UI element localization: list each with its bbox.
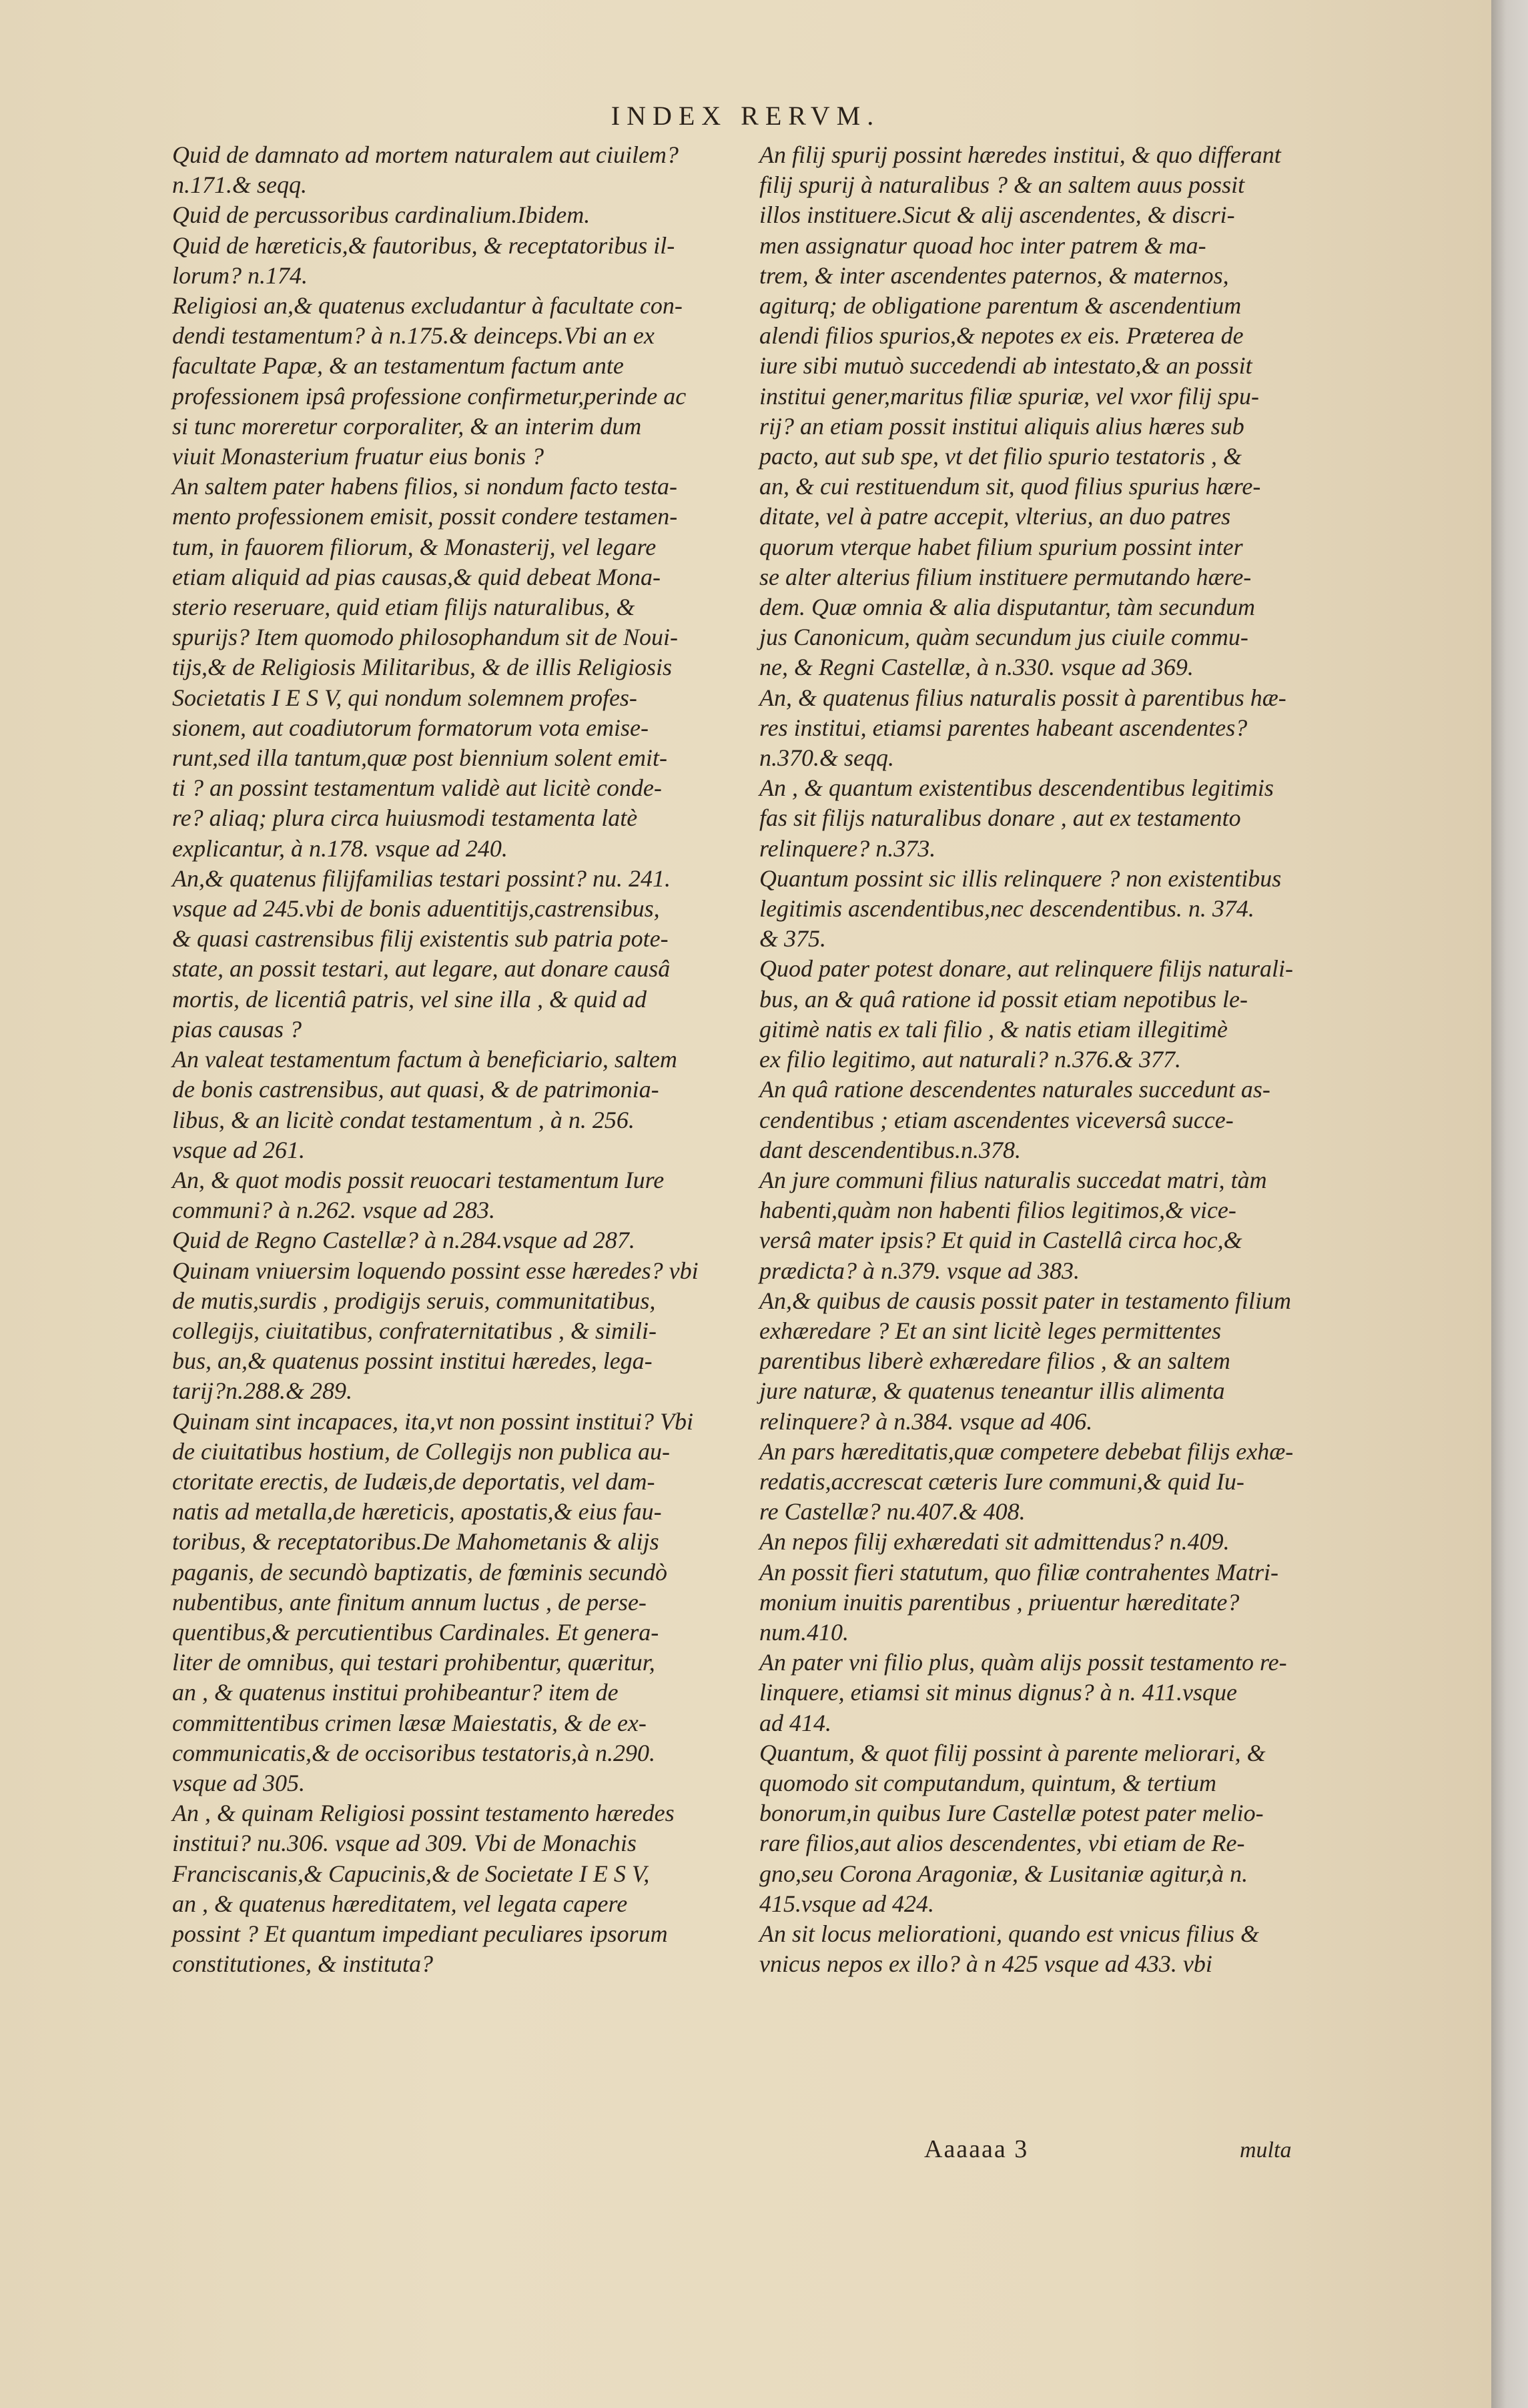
index-entry [759, 1437, 1320, 1528]
index-entry [172, 140, 743, 200]
entry-line: An,& quatenus filijfamilias testari possint? nu. 241. [172, 864, 671, 892]
index-entry [172, 291, 743, 472]
entry-line: An jure communi filius naturalis succedat matri, tàm [759, 1166, 1267, 1193]
entry-line: rare filios,aut alios descendentes, vbi etiam de Re- [759, 1830, 1245, 1857]
entry-line: ex filio legitimo, aut naturali? n.376.& 377. [759, 1046, 1181, 1073]
left-column [172, 140, 743, 1979]
entry-line: An,& quibus de causis possit pater in testamento filium [759, 1287, 1291, 1314]
entry-line: relinquere? à n.384. vsque ad 406. [759, 1407, 1093, 1435]
entry-line: ti ? an possint testamentum validè aut licitè conde- [172, 774, 662, 802]
entry-line: tijs,& de Religiosis Militaribus, & de illis Religiosis [172, 654, 673, 681]
entry-line: alendi filios spurios,& nepotes ex eis. Præterea de [759, 322, 1244, 350]
entry-line: filij spurij à naturalibus ? & an saltem auus possit [759, 171, 1245, 199]
entry-line: An saltem pater habens filios, si nondum facto testa- [172, 473, 677, 500]
entry-line: vsque ad 261. [172, 1136, 305, 1163]
entry-line: quomodo sit computandum, quintum, & tertium [759, 1769, 1216, 1796]
entry-line: gitimè natis ex tali filio , & natis etiam illegitimè [759, 1015, 1228, 1043]
entry-line: mento professionem emisit, possit condere testamen- [172, 503, 678, 530]
entry-line: & 375. [759, 925, 827, 953]
entry-line: institui? nu.306. vsque ad 309. Vbi de Monachis [172, 1830, 637, 1857]
entry-line: trem, & inter ascendentes paternos, & maternos, [759, 261, 1229, 289]
entry-line: An filij spurij possint hæredes institui, & quo differant [759, 141, 1281, 168]
index-entry [172, 1165, 743, 1225]
index-entry [759, 864, 1320, 955]
entry-line: ad 414. [759, 1709, 831, 1736]
entry-line: An sit locus meliorationi, quando est vnicus filius & [759, 1920, 1259, 1947]
entry-line: parentibus liberè exhæredare filios , & an saltem [759, 1347, 1230, 1375]
catchword: multa [1240, 2138, 1292, 2163]
entry-line: habenti,quàm non habenti filios legitimos,& vice- [759, 1197, 1236, 1224]
entry-line: Quinam vniuersim loquendo possint esse hæredes? vbi [172, 1257, 699, 1284]
entry-line: sterio reseruare, quid etiam filijs naturalibus, & [172, 594, 635, 621]
entry-line: Societatis I E S V, qui nondum solemnem profes- [172, 684, 637, 711]
entry-line: Franciscanis,& Capucinis,& de Societate I E S V, [172, 1860, 650, 1887]
entry-line: se alter alterius filium instituere permutando hære- [759, 563, 1252, 590]
index-entry [759, 1075, 1320, 1165]
entry-line: mortis, de licentiâ patris, vel sine illa , & quid ad [172, 985, 647, 1013]
entry-line: dem. Quæ omnia & alia disputantur, tàm secundum [759, 594, 1255, 621]
entry-line: fas sit filijs naturalibus donare , aut ex testamento [759, 804, 1241, 832]
entry-line: bus, an & quâ ratione id possit etiam nepotibus le- [759, 985, 1248, 1013]
entry-line: Quantum possint sic illis relinquere ? non existentibus [759, 864, 1282, 892]
index-entry [759, 1648, 1320, 1738]
entry-line: facultate Papæ, & an testamentum factum ante [172, 352, 624, 380]
entry-line: sionem, aut coadiutorum formatorum vota emise- [172, 714, 649, 741]
index-entry [759, 1527, 1320, 1557]
index-entry [172, 200, 743, 230]
entry-line: Religiosi an,& quatenus excludantur à facultate con- [172, 292, 683, 320]
entry-line: Quid de damnato ad mortem naturalem aut ciuilem? [172, 141, 679, 168]
entry-line: Quid de hæreticis,& fautoribus, & receptatoribus il- [172, 231, 675, 259]
entry-line: men assignatur quoad hoc inter patrem & ma- [759, 231, 1206, 259]
index-entry [172, 1045, 743, 1165]
entry-line: An, & quot modis possit reuocari testamentum Iure [172, 1166, 665, 1193]
entry-line: An pars hæreditatis,quæ competere debebat filijs exhæ- [759, 1437, 1294, 1465]
entry-line: bonorum,in quibus Iure Castellæ potest pater melio- [759, 1800, 1264, 1827]
index-entry [759, 1286, 1320, 1437]
entry-line: gno,seu Corona Aragoniæ, & Lusitaniæ agitur,à n. [759, 1860, 1248, 1887]
entry-line: committentibus crimen læsæ Maiestatis, & de ex- [172, 1709, 647, 1736]
entry-line: relinquere? n.373. [759, 834, 936, 862]
entry-line: Quid de Regno Castellæ? à n.284.vsque ad 287. [172, 1227, 635, 1254]
index-entry [759, 1558, 1320, 1648]
entry-line: An possit fieri statutum, quo filiæ contrahentes Matri- [759, 1558, 1278, 1586]
entry-line: collegijs, ciuitatibus, confraternitatibus , & simili- [172, 1317, 657, 1344]
entry-line: ctoritate erectis, de Iudæis,de deportatis, vel dam- [172, 1467, 655, 1495]
entry-line: lorum? n.174. [172, 261, 308, 289]
entry-line: pacto, aut sub spe, vt det filio spurio testatoris , & [759, 443, 1242, 470]
entry-line: viuit Monasterium fruatur eius bonis ? [172, 443, 544, 470]
entry-line: state, an possit testari, aut legare, aut donare causâ [172, 955, 671, 983]
entry-line: explicantur, à n.178. vsque ad 240. [172, 834, 508, 862]
signature-mark: Aaaaaa 3 [924, 2135, 1029, 2163]
entry-line: constitutiones, & instituta? [172, 1950, 434, 1978]
entry-line: versâ mater ipsis? Et quid in Castellâ circa hoc,& [759, 1227, 1242, 1254]
entry-line: legitimis ascendentibus,nec descendentibus. n. 374. [759, 895, 1254, 923]
entry-line: paganis, de secundò baptizatis, de fœminis secundò [172, 1558, 667, 1586]
entry-line: linquere, etiamsi sit minus dignus? à n. 411.vsque [759, 1679, 1237, 1706]
right-column [759, 140, 1320, 1979]
entry-line: an , & quatenus hæreditatem, vel legata capere [172, 1890, 628, 1917]
entry-line: tum, in fauorem filiorum, & Monasterij, vel legare [172, 533, 657, 560]
entry-line: rij? an etiam possit institui aliquis alius hæres sub [759, 412, 1244, 440]
entry-line: vsque ad 305. [172, 1769, 305, 1796]
index-entry [172, 1256, 743, 1407]
entry-line: dant descendentibus.n.378. [759, 1136, 1021, 1163]
entry-line: Quod pater potest donare, aut relinquere filijs naturali- [759, 955, 1293, 983]
entry-line: agiturq; de obligatione parentum & ascendentium [759, 292, 1242, 320]
entry-line: quorum vterque habet filium spurium possint inter [759, 533, 1243, 560]
entry-line: natis ad metalla,de hæreticis, apostatis,& eius fau- [172, 1498, 662, 1526]
entry-line: si tunc moreretur corporaliter, & an interim dum [172, 412, 642, 440]
entry-line: An, & quatenus filius naturalis possit à parentibus hæ- [759, 684, 1286, 711]
entry-line: 415.vsque ad 424. [759, 1890, 934, 1917]
entry-line: ditate, vel à patre accepit, vlterius, an duo patres [759, 503, 1231, 530]
entry-line: nubentibus, ante finitum annum luctus , de perse- [172, 1588, 647, 1616]
entry-line: an , & quatenus institui prohibeantur? item de [172, 1679, 619, 1706]
index-entry [759, 140, 1320, 683]
index-entry [172, 1798, 743, 1979]
entry-line: An , & quantum existentibus descendentibus legitimis [759, 774, 1274, 802]
entry-line: professionem ipsâ professione confirmetur,perinde ac [172, 382, 687, 410]
index-entry [759, 1738, 1320, 1919]
entry-line: An , & quinam Religiosi possint testamento hæredes [172, 1800, 675, 1827]
entry-line: An valeat testamentum factum à beneficiario, saltem [172, 1046, 677, 1073]
entry-line: spurijs? Item quomodo philosophandum sit de Noui- [172, 624, 679, 651]
entry-line: vsque ad 245.vbi de bonis aduentitijs,castrensibus, [172, 895, 660, 923]
entry-line: bus, an,& quatenus possint institui hæredes, lega- [172, 1347, 653, 1375]
entry-line: & quasi castrensibus filij existentis sub patria pote- [172, 925, 669, 953]
index-entry [172, 1225, 743, 1255]
entry-line: de bonis castrensibus, aut quasi, & de patrimonia- [172, 1076, 659, 1103]
index-entry [759, 1919, 1320, 1979]
entry-line: communi? à n.262. vsque ad 283. [172, 1197, 495, 1224]
entry-line: vnicus nepos ex illo? à n 425 vsque ad 433. vbi [759, 1950, 1212, 1978]
entry-line: de ciuitatibus hostium, de Collegijs non publica au- [172, 1437, 670, 1465]
entry-line: re Castellæ? nu.407.& 408. [759, 1498, 1026, 1526]
index-entry [172, 472, 743, 864]
page-edge [1491, 0, 1528, 2408]
entry-line: communicatis,& de occisoribus testatoris,à n.290. [172, 1739, 655, 1766]
entry-line: An quâ ratione descendentes naturales succedunt as- [759, 1076, 1270, 1103]
entry-line: res institui, etiamsi parentes habeant ascendentes? [759, 714, 1248, 741]
entry-line: n.370.& seqq. [759, 744, 894, 772]
index-entry [172, 1407, 743, 1799]
entry-line: monium inuitis parentibus , priuentur hæreditate? [759, 1588, 1240, 1616]
entry-line: re? aliaq; plura circa huiusmodi testamenta latè [172, 804, 638, 832]
index-entry [759, 683, 1320, 774]
entry-line: iure sibi mutuò succedendi ab intestato,& an possit [759, 352, 1252, 380]
entry-line: redatis,accrescat cæteris Iure communi,& quid Iu- [759, 1467, 1244, 1495]
entry-line: jure naturæ, & quatenus teneantur illis alimenta [759, 1377, 1225, 1405]
entry-line: An pater vni filio plus, quàm alijs possit testamento re- [759, 1649, 1287, 1676]
entry-line: liter de omnibus, qui testari prohibentur, quæritur, [172, 1649, 655, 1676]
index-entry [759, 1165, 1320, 1286]
entry-line: cendentibus ; etiam ascendentes viceversâ succe- [759, 1106, 1234, 1133]
entry-line: Quid de percussoribus cardinalium.Ibidem. [172, 201, 591, 229]
entry-line: toribus, & receptatoribus.De Mahometanis & alijs [172, 1528, 659, 1556]
entry-line: n.171.& seqq. [172, 171, 307, 199]
index-entry [759, 954, 1320, 1075]
entry-line: quentibus,& percutientibus Cardinales. Et genera- [172, 1618, 659, 1646]
index-entry [172, 864, 743, 1045]
entry-line: libus, & an licitè condat testamentum , à n. 256. [172, 1106, 635, 1133]
entry-line: institui gener,maritus filiæ spuriæ, vel vxor filij spu- [759, 382, 1260, 410]
running-header: INDEX RERVM. [611, 101, 881, 131]
entry-line: pias causas ? [172, 1015, 302, 1043]
entry-line: dendi testamentum? à n.175.& deinceps.Vbi an ex [172, 322, 655, 350]
entry-line: prædicta? à n.379. vsque ad 383. [759, 1257, 1080, 1284]
entry-line: illos instituere.Sicut & alij ascendentes, & discri- [759, 201, 1235, 229]
entry-line: an, & cui restituendum sit, quod filius spurius hære- [759, 473, 1261, 500]
entry-line: num.410. [759, 1618, 849, 1646]
entry-line: exhæredare ? Et an sint licitè leges permittentes [759, 1317, 1222, 1344]
entry-line: Quantum, & quot filij possint à parente meliorari, & [759, 1739, 1266, 1766]
entry-line: tarij?n.288.& 289. [172, 1377, 353, 1405]
index-entry [759, 773, 1320, 864]
entry-line: etiam aliquid ad pias causas,& quid debeat Mona- [172, 563, 661, 590]
entry-line: possint ? Et quantum impediant peculiares ipsorum [172, 1920, 668, 1947]
index-entry [172, 231, 743, 291]
entry-line: de mutis,surdis , prodigijs seruis, communitatibus, [172, 1287, 656, 1314]
entry-line: jus Canonicum, quàm secundum jus ciuile commu- [759, 624, 1248, 651]
entry-line: An nepos filij exhæredati sit admittendus? n.409. [759, 1528, 1230, 1556]
entry-line: runt,sed illa tantum,quæ post biennium solent emit- [172, 744, 667, 772]
entry-line: Quinam sint incapaces, ita,vt non possint institui? Vbi [172, 1407, 693, 1435]
entry-line: ne, & Regni Castellæ, à n.330. vsque ad 369. [759, 654, 1194, 681]
